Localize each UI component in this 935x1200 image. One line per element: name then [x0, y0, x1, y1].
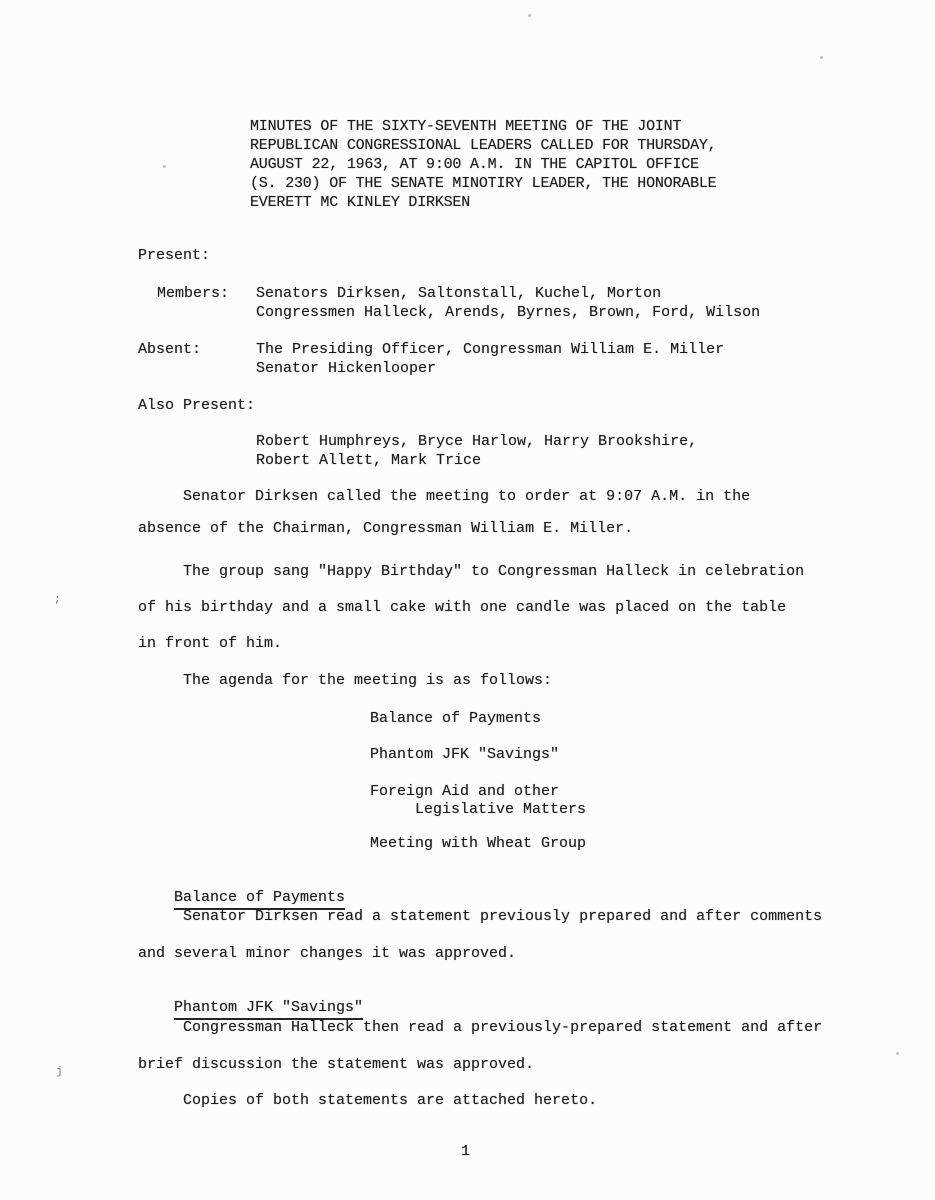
document-title-line-4: (S. 230) OF THE SENATE MINOTIRY LEADER, THE HONORABLE — [250, 175, 717, 192]
scan-speck — [896, 1052, 899, 1055]
members-label: Members: — [157, 285, 230, 302]
phantom-jfk-savings-heading: Phantom JFK "Savings" — [174, 999, 363, 1020]
present-label: Present: — [138, 247, 211, 264]
scan-speck — [820, 56, 823, 59]
scan-speck — [163, 165, 166, 168]
closing-statement-line: Copies of both statements are attached hereto. — [183, 1092, 598, 1109]
opening-paragraph-line-2: absence of the Chairman, Congressman William E. Miller. — [138, 520, 634, 537]
document-title-line-3: AUGUST 22, 1963, AT 9:00 A.M. IN THE CAPITOL OFFICE — [250, 156, 699, 173]
agenda-item-foreign-aid-line-1: Foreign Aid and other — [370, 783, 560, 800]
absent-label: Absent: — [138, 341, 202, 358]
page-number: 1 — [461, 1143, 471, 1160]
scan-speck — [528, 14, 531, 17]
scan-artifact-mark: j — [56, 1066, 63, 1078]
agenda-item-phantom: Phantom JFK "Savings" — [370, 746, 560, 763]
agenda-item-foreign-aid-line-2: Legislative Matters — [415, 801, 587, 818]
balance-section-line-1: Senator Dirksen read a statement previously prepared and after comments — [183, 908, 823, 925]
members-line-2: Congressmen Halleck, Arends, Byrnes, Brown, Ford, Wilson — [256, 304, 761, 321]
document-title-line-5: EVERETT MC KINLEY DIRKSEN — [250, 194, 471, 211]
also-present-line-2: Robert Allett, Mark Trice — [256, 452, 482, 469]
also-present-label: Also Present: — [138, 397, 256, 414]
phantom-section-line-1: Congressman Halleck then read a previously-prepared statement and after — [183, 1019, 823, 1036]
absent-line-1: The Presiding Officer, Congressman William E. Miller — [256, 341, 725, 358]
agenda-intro: The agenda for the meeting is as follows: — [183, 672, 553, 689]
opening-paragraph-line-1: Senator Dirksen called the meeting to order at 9:07 A.M. in the — [183, 488, 751, 505]
scan-artifact-mark: ; — [54, 594, 61, 606]
also-present-line-1: Robert Humphreys, Bryce Harlow, Harry Brookshire, — [256, 433, 698, 450]
document-title-line-2: REPUBLICAN CONGRESSIONAL LEADERS CALLED FOR THURSDAY, — [250, 137, 717, 154]
agenda-item-balance: Balance of Payments — [370, 710, 542, 727]
members-line-1: Senators Dirksen, Saltonstall, Kuchel, Morton — [256, 285, 662, 302]
balance-of-payments-heading: Balance of Payments — [174, 889, 345, 910]
birthday-paragraph-line-3: in front of him. — [138, 635, 283, 652]
document-title-line-1: MINUTES OF THE SIXTY-SEVENTH MEETING OF THE JOINT — [250, 118, 682, 135]
birthday-paragraph-line-2: of his birthday and a small cake with one candle was placed on the table — [138, 599, 787, 616]
absent-line-2: Senator Hickenlooper — [256, 360, 437, 377]
phantom-section-line-2: brief discussion the statement was approved. — [138, 1056, 535, 1073]
agenda-item-wheat-group: Meeting with Wheat Group — [370, 835, 587, 852]
birthday-paragraph-line-1: The group sang "Happy Birthday" to Congressman Halleck in celebration — [183, 563, 805, 580]
balance-section-line-2: and several minor changes it was approved. — [138, 945, 517, 962]
